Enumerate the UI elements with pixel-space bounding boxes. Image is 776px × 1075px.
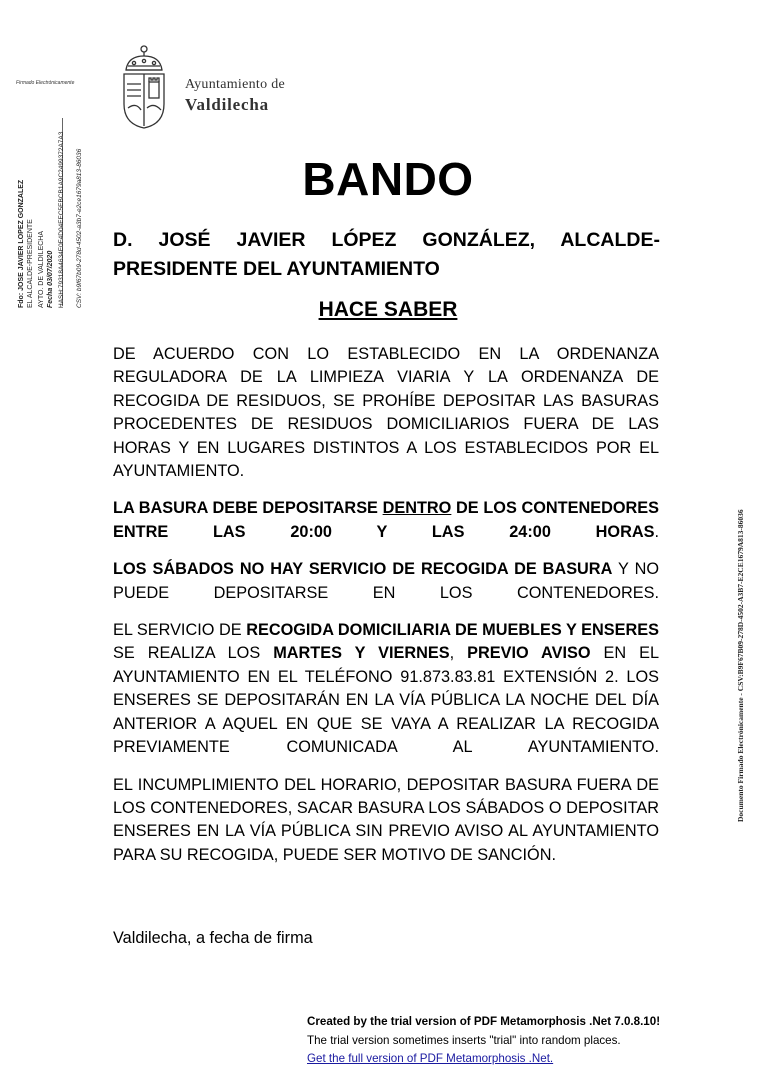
paragraph-5: EL INCUMPLIMIENTO DEL HORARIO, DEPOSITAR BASURA FUERA DE LOS CONTENEDORES, SACAR BASURA LOS SÁBADOS O DEPOSITAR ENSERES EN LA VÍA PÚBLICA SIN PREVIO AVISO AL AYUNTAMIENTO PARA SU RECOGIDA, PUEDE SER MOTIVO DE SANCIÓN. <box>113 775 659 864</box>
p2-period: . <box>654 522 659 541</box>
p4-bold-d: MARTES Y VIERNES <box>273 644 450 663</box>
p2-text-a: LA BASURA DEBE DEPOSITARSE <box>113 499 378 518</box>
p2-dentro: DENTRO <box>382 499 452 518</box>
hace-saber-heading: HACE SABER <box>318 298 458 321</box>
municipality-name <box>185 77 285 115</box>
signature-date-line: Valdilecha, a fecha de firma <box>113 929 313 947</box>
paragraph-4 <box>113 619 659 759</box>
p4-text-c: SE REALIZA LOS <box>113 644 261 663</box>
mayor-heading: D. JOSÉ JAVIER LÓPEZ GONZÁLEZ, ALCALDE-PRESIDENTE DEL AYUNTAMIENTO <box>113 229 660 280</box>
p4-text-a: EL SERVICIO DE <box>113 621 242 640</box>
p4-bold-f: PREVIO AVISO <box>467 644 591 663</box>
side-csv-note: Documento Firmado Electrónicamente - CSV:B9F67B09-278D-4502-A3B7-E2CE1679A813-86036 <box>736 509 745 822</box>
p2-text-c: DE LOS CONTENEDORES ENTRE LAS 20:00 Y LAS 24:00 HORAS <box>113 499 659 541</box>
p3-text: Y NO PUEDE DEPOSITARSE EN LOS CONTENEDORES. <box>113 560 660 602</box>
document-title: BANDO <box>302 153 474 205</box>
document-body <box>113 343 659 881</box>
municipality-line1: Ayuntamiento de <box>185 77 286 92</box>
coat-of-arms-logo <box>118 44 170 132</box>
trial-notice-line2: The trial version sometimes inserts "trial" into random places. <box>307 1033 621 1047</box>
p3-bold: LOS SÁBADOS NO HAY SERVICIO DE RECOGIDA DE BASURA <box>113 560 613 579</box>
p4-text-g: EN EL AYUNTAMIENTO EN EL TELÉFONO 91.873.83.81 EXTENSIÓN 2. LOS ENSERES SE DEPOSITARÁN EN LA VÍA PÚBLICA LA NOCHE DEL DÍA ANTERIOR A AQUEL EN QUE SE VAYA A REALIZAR LA RECOGIDA PREVIAMENTE COMUNICADA AL AYUNTAMIENTO. <box>113 644 660 757</box>
municipality-line2: Valdilecha <box>185 95 269 114</box>
signature-csv: CSV: b9f67b09-278d-4502-a3b7-e2ce1679a813-86036 <box>76 148 83 308</box>
signature-heading: Firmado Electrónicamente <box>16 80 75 86</box>
signature-entity: AYTO. DE VALDILECHA <box>38 230 45 308</box>
trial-notice <box>307 1013 660 1069</box>
trial-notice-line1: Created by the trial version of PDF Metamorphosis .Net 7.0.8.10! <box>307 1015 661 1028</box>
paragraph-3 <box>113 558 659 605</box>
paragraph-2 <box>113 497 659 544</box>
p4-bold-b: RECOGIDA DOMICILIARIA DE MUEBLES Y ENSERES <box>246 621 659 640</box>
p4-comma: , <box>449 644 455 663</box>
paragraph-1: DE ACUERDO CON LO ESTABLECIDO EN LA ORDENANZA REGULADORA DE LA LIMPIEZA VIARIA Y LA ORDENANZA DE RECOGIDA DE RESIDUOS, SE PROHÍBE DEPOSITAR LAS BASURAS PROCEDENTES DE RESIDUOS DOMICILIARIOS FUERA DE LAS HORAS Y EN LUGARES DISTINTOS A LOS ESTABLECIDOS POR EL AYUNTAMIENTO. <box>113 345 659 481</box>
trial-full-version-link[interactable]: Get the full version of PDF Metamorphosis .Net. <box>307 1052 554 1065</box>
signature-role: EL ALCALDE-PRESIDENTE <box>27 219 34 308</box>
signature-hash: HASH:79318A4634E0F4D04EEC5EBCB1A9C2499372A7A3 <box>58 131 65 308</box>
signature-date: Fecha 03/07/2020 <box>47 250 54 308</box>
signature-signer: Fdo: JOSE JAVIER LOPEZ GONZALEZ <box>18 179 25 308</box>
